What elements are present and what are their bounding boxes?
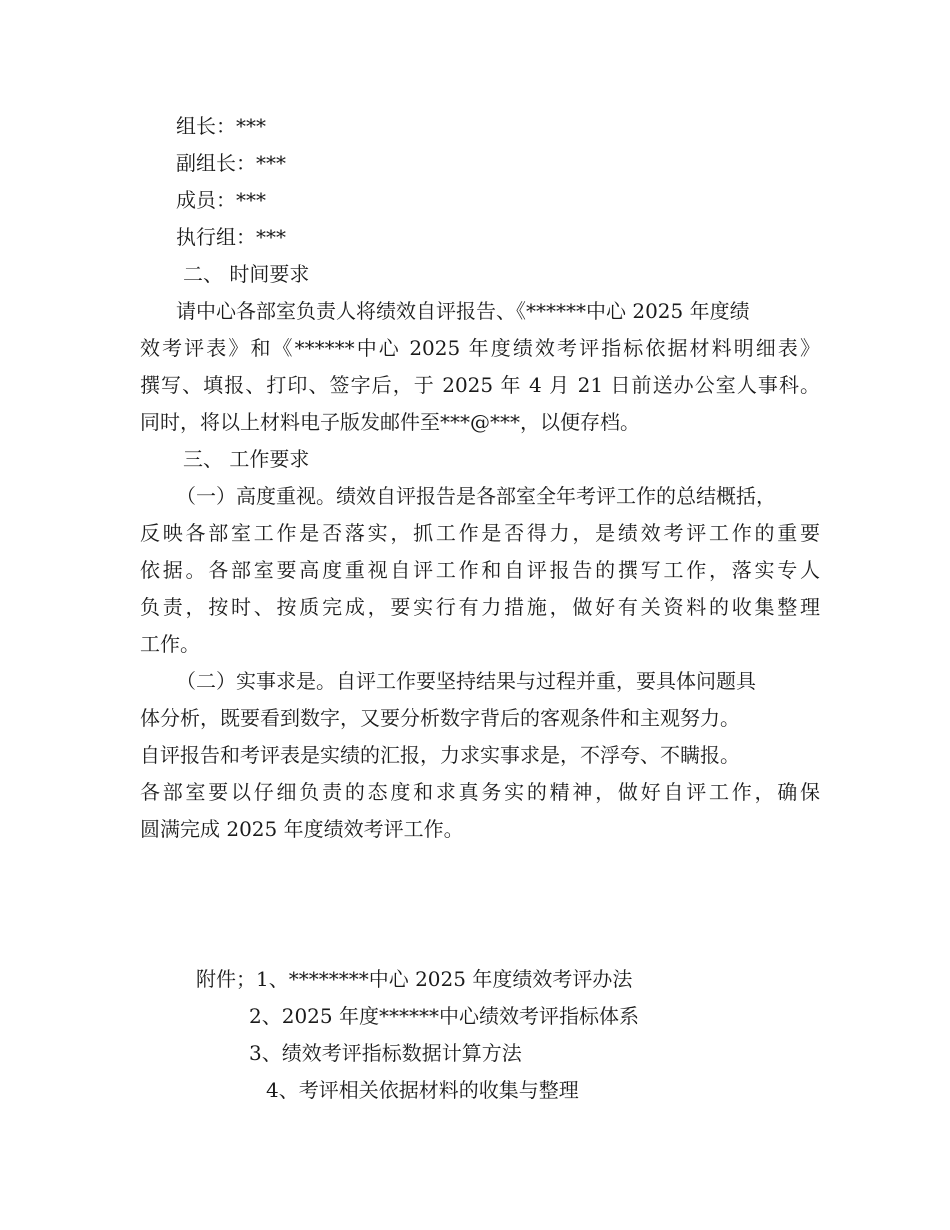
deputy-leader-line: 副组长：***	[176, 151, 286, 175]
attachment-item-2: 2、2025 年度******中心绩效考评指标体系	[249, 1004, 639, 1028]
members-line: 成员：***	[176, 188, 266, 212]
section-3-para-1-line: 工作。	[140, 632, 200, 656]
section-2-line: 同时，将以上材料电子版发邮件至***@***，以便存档。	[140, 410, 640, 434]
leader-line: 组长：***	[176, 114, 266, 138]
section-3-para-1-line: 反映各部室工作是否落实，抓工作是否得力，是绩效考评工作的重要	[140, 521, 820, 545]
attachment-item-1: 附件；1、********中心 2025 年度绩效考评办法	[196, 967, 633, 991]
executive-group-line: 执行组：***	[176, 225, 286, 249]
attachment-item-3: 3、绩效考评指标数据计算方法	[249, 1041, 522, 1065]
section-3-para-2-line: （二）实事求是。自评工作要坚持结果与过程并重，要具体问题具	[176, 669, 756, 693]
section-2-line: 请中心各部室负责人将绩效自评报告、《******中心 2025 年度绩	[176, 299, 750, 323]
section-3-para-2-line: 圆满完成 2025 年度绩效考评工作。	[140, 817, 464, 841]
attachment-item-4: 4、考评相关依据材料的收集与整理	[266, 1078, 579, 1102]
section-3-para-2-line: 自评报告和考评表是实绩的汇报，力求实事求是，不浮夸、不瞒报。	[140, 743, 740, 767]
section-3-para-2-line: 各部室要以仔细负责的态度和求真务实的精神，做好自评工作，确保	[140, 780, 820, 804]
section-3-para-1-line: 依据。各部室要高度重视自评工作和自评报告的撰写工作，落实专人	[140, 558, 820, 582]
section-2-line: 撰写、填报、打印、签字后，于 2025 年 4 月 21 日前送办公室人事科。	[140, 373, 820, 397]
section-3-para-2-line: 体分析，既要看到数字，又要分析数字背后的客观条件和主观努力。	[140, 706, 740, 730]
section-2-line: 效考评表》和《******中心 2025 年度绩效考评指标依据材料明细表》	[140, 336, 820, 360]
section-3-para-1-line: （一）高度重视。绩效自评报告是各部室全年考评工作的总结概括，	[176, 484, 776, 508]
section-3-para-1-line: 负责，按时、按质完成，要实行有力措施，做好有关资料的收集整理	[140, 595, 820, 619]
section-3-heading: 三、 工作要求	[183, 447, 310, 471]
section-2-heading: 二、 时间要求	[183, 262, 310, 286]
